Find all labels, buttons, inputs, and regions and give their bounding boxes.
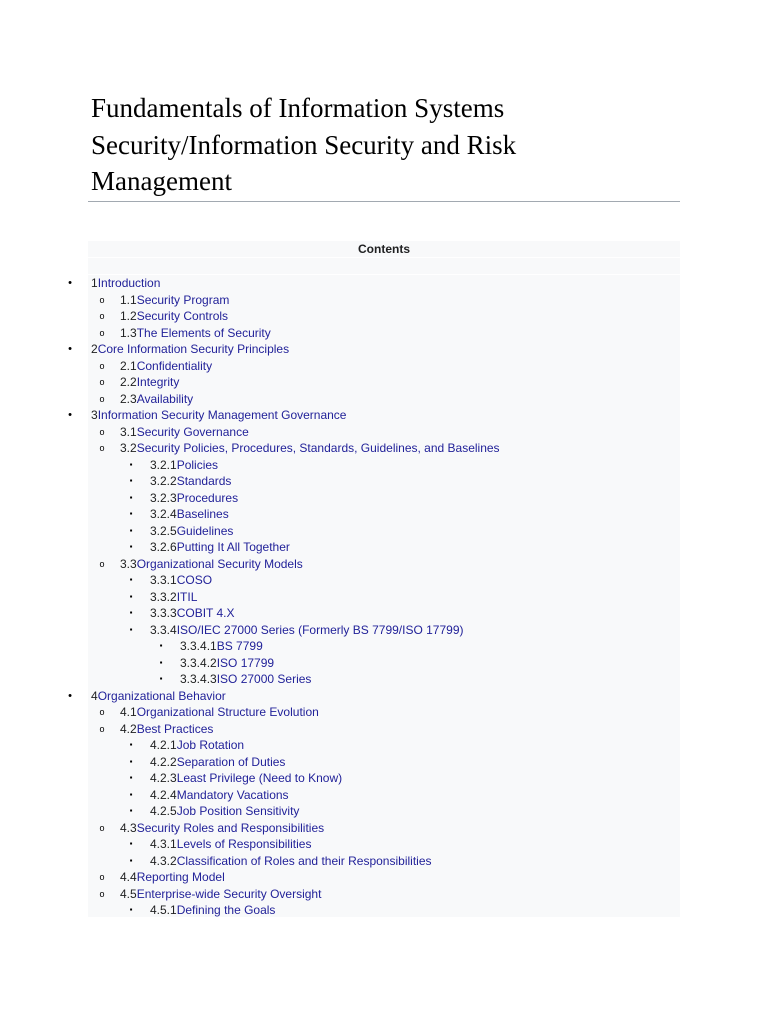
toc-link[interactable] <box>150 853 432 870</box>
toc-link[interactable] <box>120 292 229 309</box>
toc-item <box>0 308 768 325</box>
toc-link[interactable] <box>180 638 263 655</box>
toc-item <box>0 275 768 292</box>
toc-label: Job Rotation <box>176 738 245 752</box>
toc-heading: Contents <box>358 242 410 256</box>
toc-number: 4.3.1 <box>150 837 177 851</box>
toc-link[interactable] <box>120 391 193 408</box>
toc-item <box>0 655 768 672</box>
bullet-icon: ▪ <box>129 806 133 815</box>
toc-link[interactable] <box>91 275 160 292</box>
toc-item <box>0 787 768 804</box>
toc-label: Classification of Roles and their Responsibilities <box>176 853 432 868</box>
toc-number: 3 <box>91 408 98 422</box>
toc-link[interactable] <box>150 572 212 589</box>
toc-item <box>0 457 768 474</box>
toc-link[interactable] <box>91 341 289 358</box>
toc-number: 3.1 <box>120 424 137 439</box>
page-title: Fundamentals of Information Systems Security/Information Security and Risk Management <box>91 93 517 196</box>
toc-list <box>0 275 768 919</box>
toc-number: 3.2 <box>120 441 137 455</box>
toc-label: Security Program <box>136 292 230 307</box>
toc-label: Separation of Duties <box>176 754 286 769</box>
toc-number: 2.3 <box>120 391 137 406</box>
toc-item <box>0 622 768 639</box>
toc-link[interactable] <box>150 787 289 804</box>
bullet-icon: o <box>99 707 105 717</box>
toc-number: 4.5.1 <box>150 903 177 917</box>
toc-number: 3.3.4.2 <box>180 655 217 670</box>
bullet-icon: o <box>99 360 105 371</box>
toc-link[interactable] <box>91 688 226 705</box>
toc-link[interactable] <box>150 539 290 556</box>
bullet-icon: o <box>99 294 105 305</box>
toc-number: 3.3.3 <box>150 606 177 620</box>
toc-link[interactable] <box>180 671 311 688</box>
toc-item <box>0 704 768 721</box>
toc-number: 3.3.4 <box>150 622 177 637</box>
toc-link[interactable] <box>150 506 229 523</box>
toc-number: 3.3.4.1 <box>180 639 217 653</box>
toc-link[interactable] <box>150 754 285 771</box>
bullet-icon: ▪ <box>159 657 163 667</box>
toc-item <box>0 688 768 705</box>
toc-number: 1.3 <box>120 325 137 340</box>
toc-label: Policies <box>176 457 219 472</box>
toc-label: Standards <box>176 474 232 488</box>
toc-number: 4.2.5 <box>150 804 177 818</box>
toc-number: 4.3 <box>120 820 137 835</box>
toc-item <box>0 721 768 738</box>
toc-item <box>0 589 768 606</box>
bullet-icon: ▪ <box>129 773 133 782</box>
toc-link[interactable] <box>120 424 249 441</box>
toc-number: 3.2.3 <box>150 490 177 505</box>
toc-item <box>0 391 768 408</box>
toc-label: ISO/IEC 27000 Series (Formerly BS 7799/ISO 17799) <box>176 622 464 637</box>
toc-link[interactable] <box>120 721 213 738</box>
toc-label: ISO 27000 Series <box>216 672 312 686</box>
toc-label: Defining the Goals <box>176 903 276 917</box>
toc-number: 3.3 <box>120 556 137 571</box>
toc-item <box>0 605 768 622</box>
toc-link[interactable] <box>150 770 342 787</box>
toc-number: 3.3.4.3 <box>180 672 217 686</box>
bullet-icon: ▪ <box>129 608 133 617</box>
toc-item <box>0 737 768 754</box>
toc-item <box>0 836 768 853</box>
toc-number: 2 <box>91 342 98 356</box>
toc-item <box>0 902 768 919</box>
toc-label: Reporting Model <box>136 870 225 884</box>
toc-number: 4.2.4 <box>150 787 177 802</box>
bullet-icon: o <box>99 558 105 569</box>
toc-link[interactable] <box>150 605 235 622</box>
toc-item <box>0 374 768 391</box>
bullet-icon: ▪ <box>129 542 133 551</box>
toc-link[interactable] <box>150 490 238 507</box>
toc-link[interactable] <box>150 589 197 606</box>
toc-item <box>0 754 768 771</box>
toc-link[interactable] <box>120 556 303 573</box>
toc-item <box>0 803 768 820</box>
toc-label: ITIL <box>176 589 198 604</box>
toc-label: Security Roles and Responsibilities <box>136 820 325 835</box>
bullet-icon: ▪ <box>129 492 133 502</box>
bullet-icon: o <box>99 872 105 882</box>
toc-label: Job Position Sensitivity <box>176 804 300 818</box>
toc-number: 4.2.1 <box>150 738 177 752</box>
toc-item <box>0 820 768 837</box>
toc-label: Guidelines <box>176 523 234 538</box>
toc-number: 3.2.6 <box>150 540 177 554</box>
toc-number: 4.2.2 <box>150 754 177 769</box>
toc-label: COBIT 4.X <box>176 606 235 620</box>
toc-label: Core Information Security Principles <box>97 342 290 356</box>
bullet-icon: ▪ <box>159 674 163 683</box>
toc-label: COSO <box>176 573 213 587</box>
toc-label: Best Practices <box>136 721 214 736</box>
toc-number: 1.2 <box>120 309 137 323</box>
bullet-icon: ▪ <box>129 756 133 766</box>
toc-link[interactable] <box>120 869 225 886</box>
bullet-icon: o <box>99 327 105 338</box>
bullet-icon: ▪ <box>129 476 133 485</box>
bullet-icon: • <box>68 689 72 702</box>
toc-item <box>0 671 768 688</box>
toc-number: 4.2 <box>120 721 137 736</box>
bullet-icon: ▪ <box>129 839 133 848</box>
bullet-icon: o <box>99 822 105 833</box>
bullet-icon: ▪ <box>129 740 133 749</box>
bullet-icon: ▪ <box>129 509 133 518</box>
toc-label: Organizational Behavior <box>97 688 226 703</box>
toc-item <box>0 424 768 441</box>
toc-link[interactable] <box>120 358 212 375</box>
bullet-icon: o <box>99 443 105 453</box>
toc-link[interactable] <box>120 308 228 325</box>
toc-link[interactable] <box>150 737 244 754</box>
toc-label: Integrity <box>136 375 180 389</box>
toc-item <box>0 638 768 655</box>
toc-item <box>0 523 768 540</box>
toc-item <box>0 539 768 556</box>
toc-number: 1.1 <box>120 292 137 307</box>
toc-link[interactable] <box>180 655 274 672</box>
toc-label: Security Governance <box>136 424 249 439</box>
toc-link[interactable] <box>120 704 319 721</box>
bullet-icon: o <box>99 723 105 734</box>
toc-label: Security Policies, Procedures, Standards, Guidelines, and Baselines <box>136 441 500 455</box>
bullet-icon: o <box>99 377 105 387</box>
toc-number: 3.2.4 <box>150 507 177 521</box>
toc-label: Availability <box>136 391 194 406</box>
toc-item <box>0 407 768 424</box>
bullet-icon: o <box>99 888 105 899</box>
toc-item <box>0 853 768 870</box>
toc-label: The Elements of Security <box>136 325 271 340</box>
toc-link[interactable] <box>150 523 233 540</box>
bullet-icon: ▪ <box>129 459 133 469</box>
toc-label: Organizational Security Models <box>136 556 303 571</box>
toc-item <box>0 341 768 358</box>
toc-label: Putting It All Together <box>176 540 290 554</box>
toc-item <box>0 556 768 573</box>
toc-number: 4 <box>91 688 98 703</box>
toc-number: 3.2.1 <box>150 457 177 472</box>
toc-divider <box>88 257 680 258</box>
toc-link[interactable] <box>120 374 179 391</box>
bullet-icon: ▪ <box>129 591 133 601</box>
toc-link[interactable] <box>150 803 299 820</box>
toc-link[interactable] <box>120 886 321 903</box>
toc-number: 3.3.2 <box>150 589 177 604</box>
toc-label: Confidentiality <box>136 358 213 373</box>
toc-item <box>0 572 768 589</box>
toc-link[interactable] <box>150 457 218 474</box>
bullet-icon: ▪ <box>159 641 163 650</box>
bullet-icon: • <box>68 343 72 355</box>
toc-label: ISO 17799 <box>216 655 275 670</box>
toc-item <box>0 292 768 309</box>
toc-item <box>0 440 768 457</box>
toc-item <box>0 473 768 490</box>
toc-link[interactable] <box>91 407 346 424</box>
toc-label: Security Controls <box>136 309 229 323</box>
toc-link[interactable] <box>150 902 275 919</box>
toc-item <box>0 358 768 375</box>
bullet-icon: ▪ <box>129 789 133 799</box>
toc-number: 4.5 <box>120 886 137 901</box>
toc-item <box>0 506 768 523</box>
toc-label: Procedures <box>176 490 239 505</box>
bullet-icon: ▪ <box>129 855 133 865</box>
toc-label: Enterprise-wide Security Oversight <box>136 886 322 901</box>
toc-number: 3.3.1 <box>150 573 177 587</box>
toc-number: 4.2.3 <box>150 771 177 785</box>
toc-number: 2.2 <box>120 375 137 389</box>
toc-label: Introduction <box>97 276 161 290</box>
bullet-icon: ▪ <box>129 525 133 535</box>
bullet-icon: o <box>99 311 105 321</box>
toc-label: BS 7799 <box>216 639 263 653</box>
toc-item <box>0 770 768 787</box>
title-divider <box>88 201 680 202</box>
toc-link[interactable] <box>120 440 500 457</box>
toc-number: 3.2.5 <box>150 523 177 538</box>
toc-label: Information Security Management Governance <box>97 408 347 422</box>
toc-item <box>0 869 768 886</box>
bullet-icon: ▪ <box>129 575 133 584</box>
bullet-icon: • <box>68 277 72 289</box>
toc-item <box>0 325 768 342</box>
toc-number: 4.4 <box>120 870 137 884</box>
toc-label: Least Privilege (Need to Know) <box>176 771 343 785</box>
bullet-icon: ▪ <box>129 624 133 634</box>
toc-number: 3.2.2 <box>150 474 177 488</box>
toc-label: Baselines <box>176 507 229 521</box>
toc-link[interactable] <box>150 473 231 490</box>
toc-item <box>0 886 768 903</box>
toc-label: Levels of Responsibilities <box>176 837 312 851</box>
toc-link[interactable] <box>150 836 311 853</box>
toc-label: Organizational Structure Evolution <box>136 705 319 719</box>
toc-link[interactable] <box>120 325 271 342</box>
toc-label: Mandatory Vacations <box>176 787 289 802</box>
bullet-icon: o <box>99 393 105 404</box>
bullet-icon: ▪ <box>129 905 133 914</box>
bullet-icon: o <box>99 426 105 437</box>
toc-number: 1 <box>91 276 98 290</box>
toc-number: 4.1 <box>120 705 137 719</box>
toc-link[interactable] <box>150 622 464 639</box>
toc-link[interactable] <box>120 820 324 837</box>
toc-number: 2.1 <box>120 358 137 373</box>
toc-number: 4.3.2 <box>150 853 177 868</box>
toc-item <box>0 490 768 507</box>
bullet-icon: • <box>68 409 72 421</box>
